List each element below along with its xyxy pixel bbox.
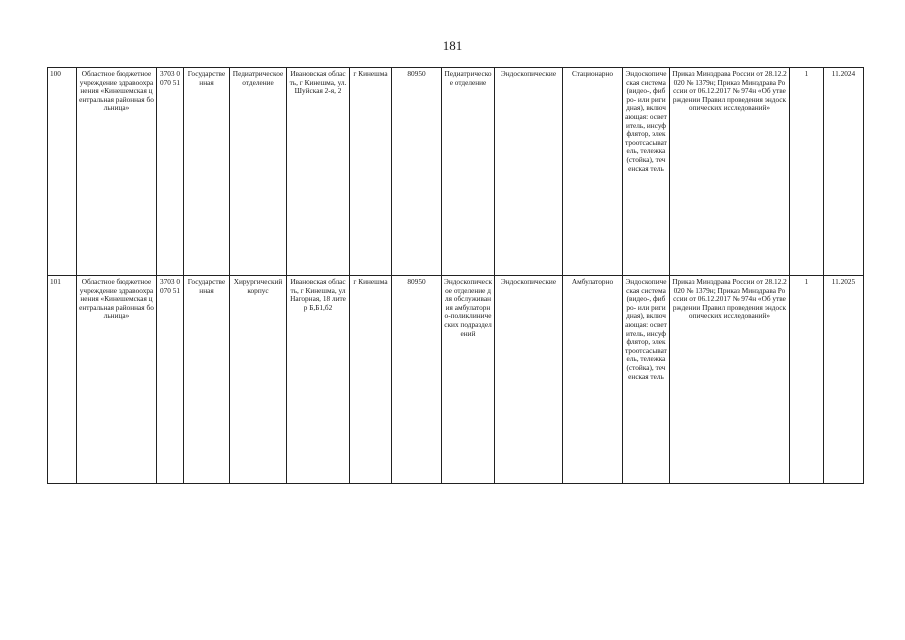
page-number: 181 [442, 38, 463, 53]
cell-care-type: Стационарно [563, 68, 623, 276]
cell-ownership: Государственная [184, 68, 230, 276]
registry-table [47, 67, 864, 484]
cell-locality: г Кинешма [350, 68, 392, 276]
cell-department: Педиатрическое отделение [442, 68, 495, 276]
cell-code: 3703 0070 51 [157, 276, 184, 484]
cell-unit: Хирургический корпус [230, 276, 287, 484]
cell-address: Ивановская область, г Кинешма, ул Нагорная, 18 литер Б,Б1,б2 [287, 276, 350, 484]
cell-quantity: 1 [790, 68, 824, 276]
cell-quantity: 1 [790, 276, 824, 484]
cell-equipment: Эндоскопическая система (видео-, фибро- или ригидная), включающая: осветитель, инсуффлятор, электроотсасыватель, тележка (стойка), теченская тель [623, 276, 670, 484]
cell-organization: Областное бюджетное учреждение здравоохранения «Кинешемская центральная районная больница» [77, 276, 157, 484]
cell-organization: Областное бюджетное учреждение здравоохранения «Кинешемская центральная районная больница» [77, 68, 157, 276]
cell-zip: 80950 [392, 276, 442, 484]
cell-equipment: Эндоскопическая система (видео-, фибро- или ригидная), включающая: осветитель, инсуффлятор, электроотсасыватель, тележка (стойка), теченская тель [623, 68, 670, 276]
cell-row-number: 101 [48, 276, 77, 484]
cell-order: Приказ Минздрава России от 28.12.2020 № 1379н; Приказ Минздрава России от 06.12.2017 № 974н «Об утверждении Правил проведения эндоскопических исследований» [670, 68, 790, 276]
cell-code: 3703 0070 51 [157, 68, 184, 276]
cell-profile: Эндоскопические [495, 68, 563, 276]
cell-zip: 80950 [392, 68, 442, 276]
table-row [48, 276, 864, 484]
cell-row-number: 100 [48, 68, 77, 276]
cell-unit: Педиатрическое отделение [230, 68, 287, 276]
cell-care-type: Амбулаторно [563, 276, 623, 484]
cell-locality: г Кинешма [350, 276, 392, 484]
cell-date: 11.2024 [824, 68, 864, 276]
cell-date: 11.2025 [824, 276, 864, 484]
cell-profile: Эндоскопические [495, 276, 563, 484]
cell-address: Ивановская область, г Кинешма, ул. Шуйская 2-я, 2 [287, 68, 350, 276]
table-row [48, 68, 864, 276]
cell-order: Приказ Минздрава России от 28.12.2020 № 1379н; Приказ Минздрава России от 06.12.2017 № 974н «Об утверждении Правил проведения эндоскопических исследований» [670, 276, 790, 484]
cell-ownership: Государственная [184, 276, 230, 484]
cell-department: Эндоскопическое отделение для обслуживания амбулаторно-поликлинических подразделений [442, 276, 495, 484]
